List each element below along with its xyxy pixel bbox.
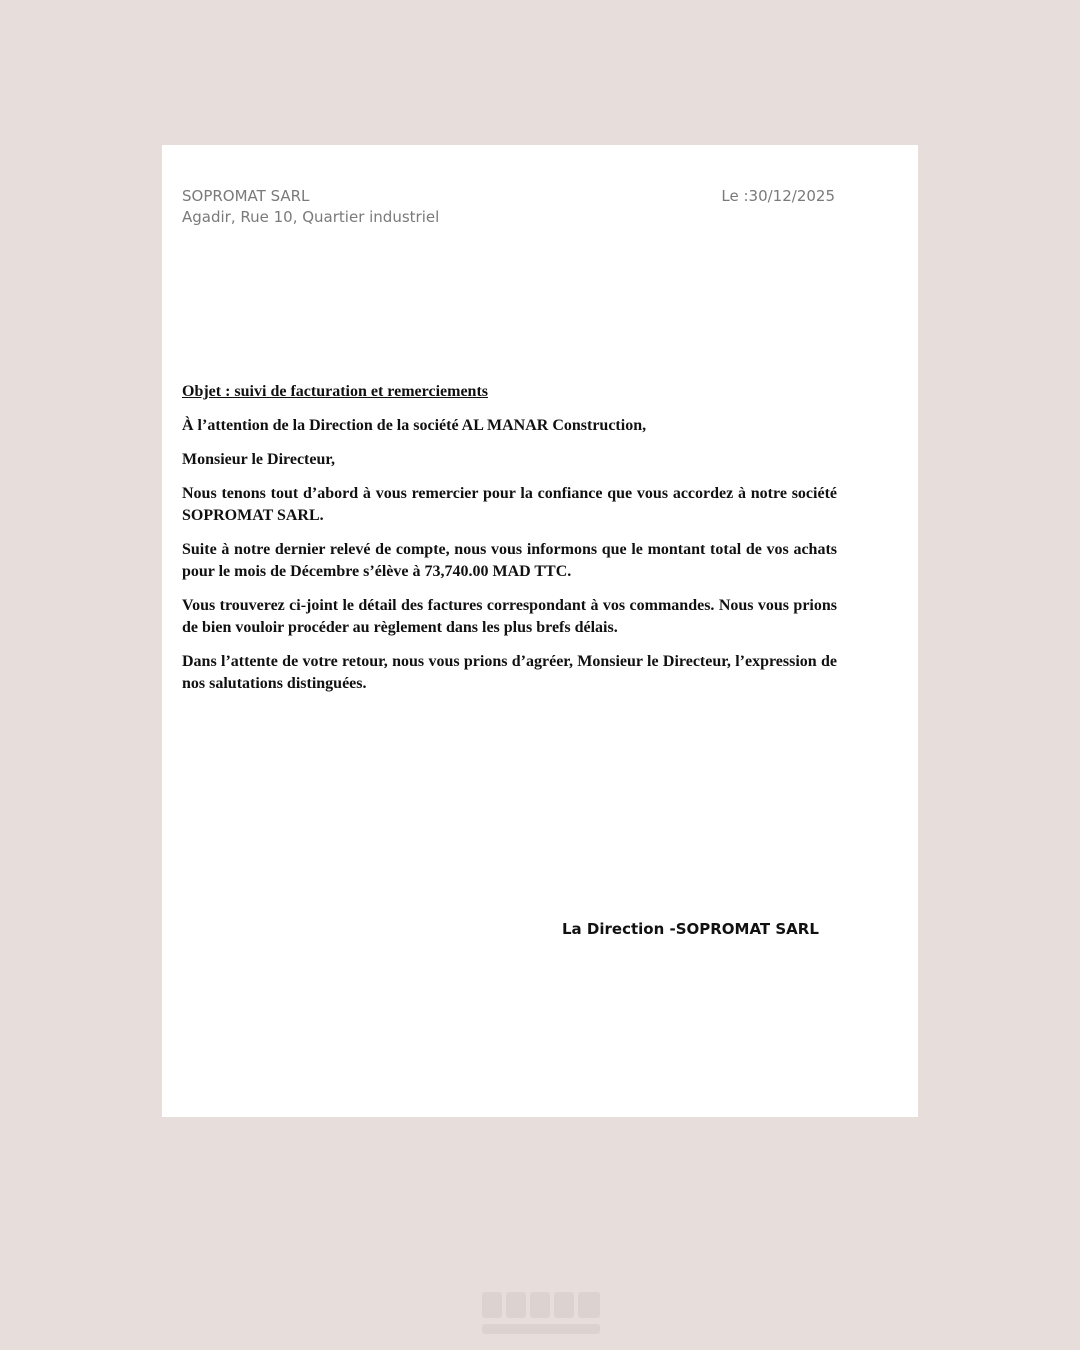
sender-name: SOPROMAT SARL [182,187,310,205]
letter-subject: Objet : suivi de facturation et remerciements [182,383,488,400]
watermark-logo-icon [478,1284,608,1344]
letter-body [182,381,837,707]
letter-salutation: Monsieur le Directeur, [182,451,336,468]
sender-address: Agadir, Rue 10, Quartier industriel [182,208,440,226]
letter-attention: À l’attention de la Direction de la société AL MANAR Construction, [182,417,647,434]
letter-sheet [162,145,918,1117]
letter-signature: La Direction -SOPROMAT SARL [562,920,819,938]
letter-paragraph: Dans l’attente de votre retour, nous vous prions d’agréer, Monsieur le Directeur, l’expression de nos salutations distinguées. [182,653,837,692]
sender-block [182,186,439,228]
letter-paragraph: Vous trouverez ci-joint le détail des factures correspondant à vos commandes. Nous vous prions de bien vouloir procéder au règlement dans les plus brefs délais. [182,597,837,636]
letter-paragraph: Suite à notre dernier relevé de compte, nous vous informons que le montant total de vos achats pour le mois de Décembre s’élève à 73,740.00 MAD TTC. [182,541,837,580]
letter-paragraph: Nous tenons tout d’abord à vous remercier pour la confiance que vous accordez à notre société SOPROMAT SARL. [182,485,837,524]
letter-date: Le :30/12/2025 [721,187,835,205]
